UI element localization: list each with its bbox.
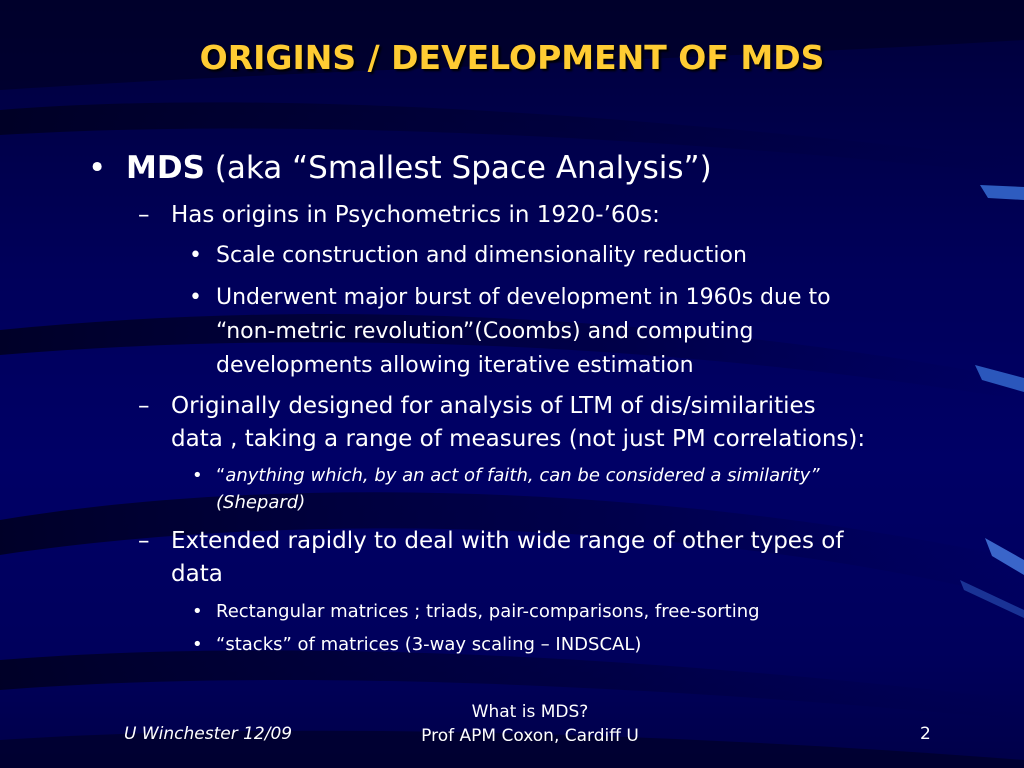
bullet-marker: • <box>192 634 203 655</box>
footer-date: U Winchester 12/09 <box>124 724 293 744</box>
quote-attribution: (Shepard) <box>216 492 306 513</box>
sub-sub-bullet-rectangular: Rectangular matrices ; triads, pair-comparisons, free-sorting <box>216 601 760 622</box>
bullet-mds-bold: MDS <box>126 150 205 186</box>
line: developments allowing iterative estimation <box>216 353 694 378</box>
bullet-marker: • <box>189 285 202 310</box>
sub-sub-bullet-scale: Scale construction and dimensionality reduction <box>216 243 747 268</box>
footer-title-line1: What is MDS? <box>471 702 589 722</box>
dash-marker: – <box>138 202 150 228</box>
quote-shepard <box>216 462 820 516</box>
sub-bullet-origins: Has origins in Psychometrics in 1920-’60s: <box>171 202 660 228</box>
bullet-marker: • <box>88 150 107 186</box>
page-number: 2 <box>920 724 931 744</box>
line: Extended rapidly to deal with wide range of other types of <box>171 528 844 554</box>
footer-title <box>380 700 680 748</box>
bullet-marker: • <box>192 601 203 622</box>
line: Originally designed for analysis of LTM of dis/similarities <box>171 393 816 419</box>
quote-text: anything which, by an act of faith, can be considered a similarity” <box>225 465 820 486</box>
dash-marker: – <box>138 528 150 554</box>
bullet-marker: • <box>192 465 203 486</box>
sub-sub-bullet-stacks: “stacks” of matrices (3-way scaling – INDSCAL) <box>216 634 642 655</box>
slide-title: ORIGINS / DEVELOPMENT OF MDS <box>199 38 825 77</box>
sub-sub-bullet-burst <box>216 281 831 383</box>
line: data , taking a range of measures (not just PM correlations): <box>171 426 866 452</box>
open-quote: “ <box>216 465 226 486</box>
line: “non-metric revolution”(Coombs) and computing <box>216 319 754 344</box>
footer-title-line2: Prof APM Coxon, Cardiff U <box>421 726 639 746</box>
bullet-mds <box>126 150 712 186</box>
sub-bullet-originally <box>171 390 865 456</box>
line: data <box>171 561 223 587</box>
line: Underwent major burst of development in 1960s due to <box>216 285 831 310</box>
bullet-mds-text: (aka “Smallest Space Analysis”) <box>204 150 712 186</box>
bullet-marker: • <box>189 243 202 268</box>
line <box>216 462 820 489</box>
dash-marker: – <box>138 393 150 419</box>
sub-bullet-extended <box>171 525 843 591</box>
